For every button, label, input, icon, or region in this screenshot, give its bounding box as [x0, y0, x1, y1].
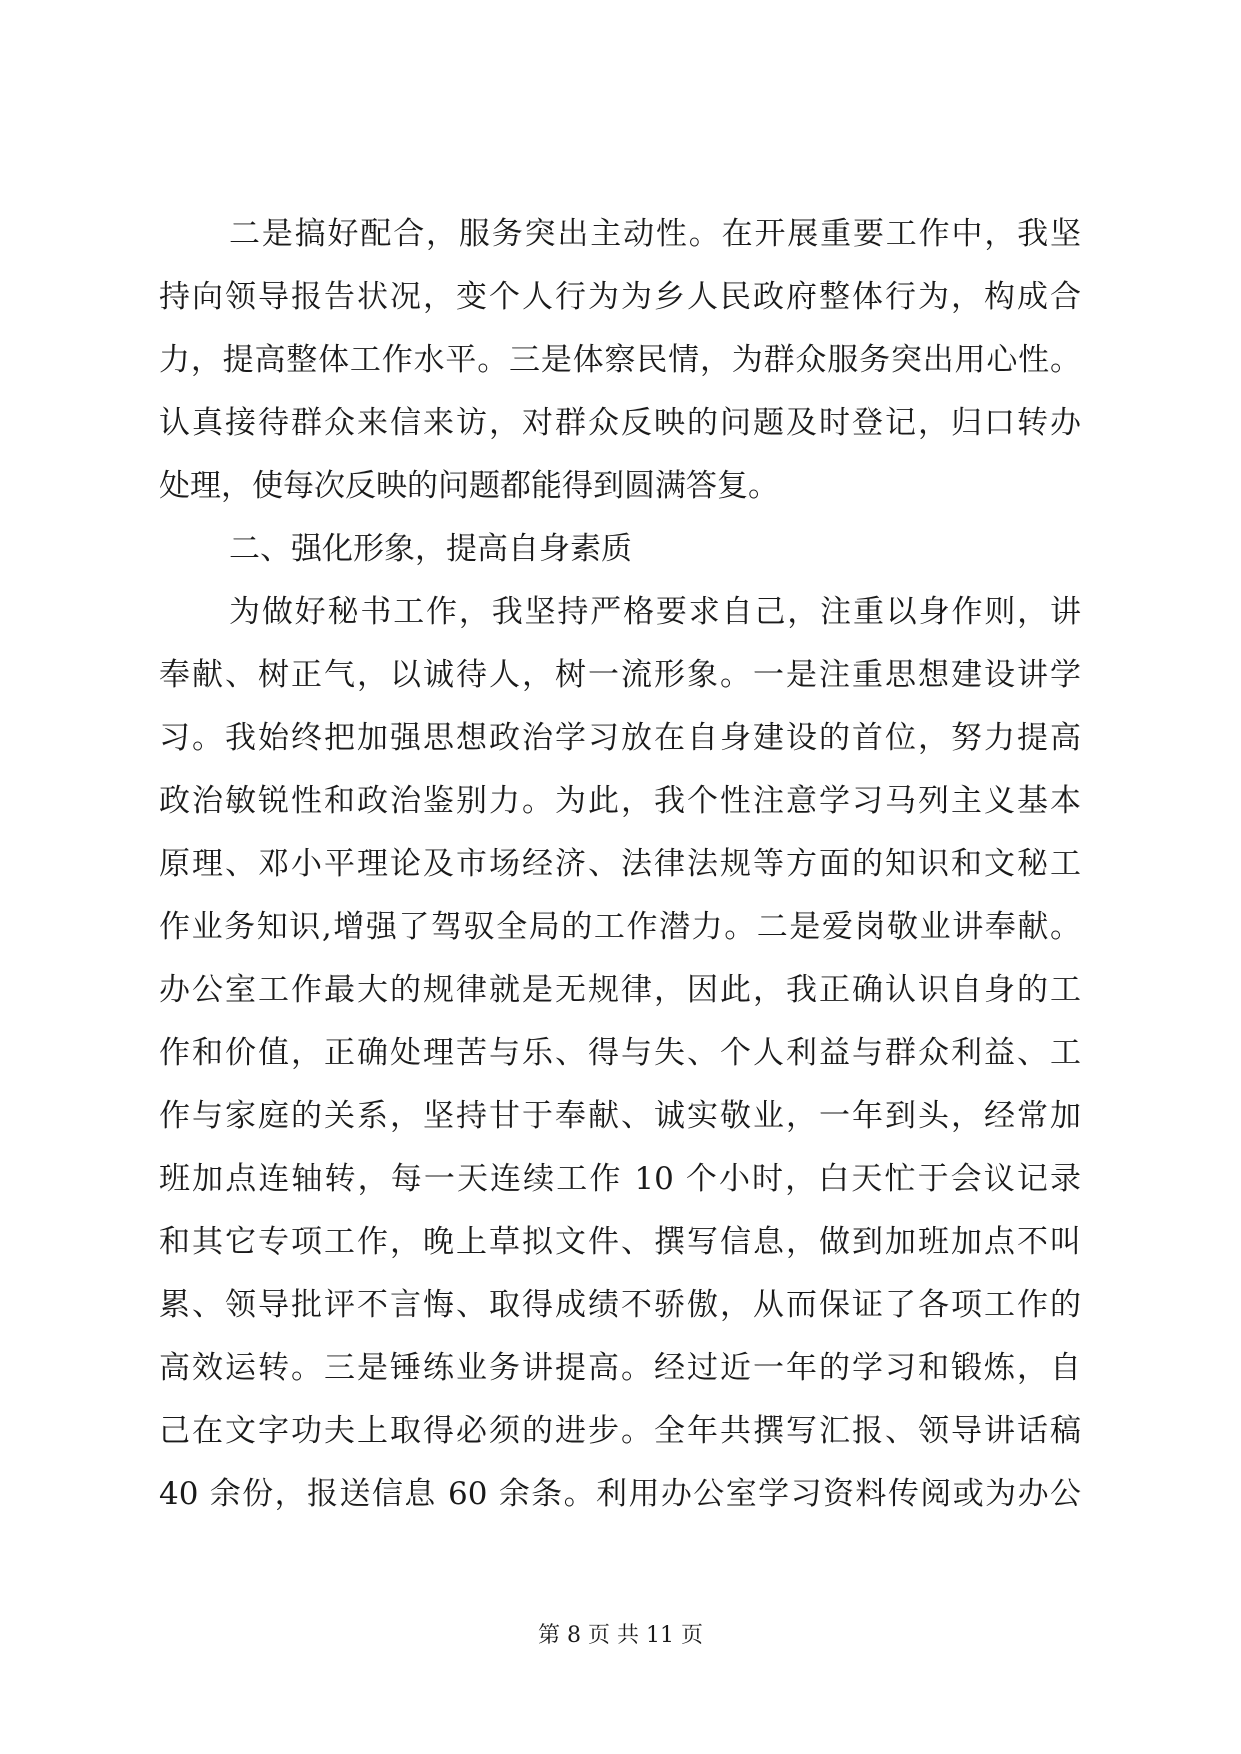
text-line: 原理、邓小平理论及市场经济、法律法规等方面的知识和文秘工 [159, 846, 1081, 882]
text-line: 政治敏锐性和政治鉴别力。为此，我个性注意学习马列主义基本 [159, 783, 1081, 819]
text-line: 力，提高整体工作水平。三是体察民情，为群众服务突出用心性。 [159, 342, 1081, 378]
text-line: 持向领导报告状况，变个人行为为乡人民政府整体行为，构成合 [159, 279, 1081, 315]
text-line: 高效运转。三是锤练业务讲提高。经过近一年的学习和锻炼，自 [159, 1350, 1081, 1386]
body-text [159, 203, 1081, 1526]
text-line: 二、强化形象，提高自身素质 [229, 531, 632, 567]
text-line: 认真接待群众来信来访，对群众反映的问题及时登记，归口转办 [159, 405, 1081, 441]
text-line: 作与家庭的关系，坚持甘于奉献、诚实敬业，一年到头，经常加 [159, 1098, 1081, 1134]
text-line: 40 余份，报送信息 60 余条。利用办公室学习资料传阅或为办公 [159, 1476, 1081, 1512]
text-line: 累、领导批评不言悔、取得成绩不骄傲，从而保证了各项工作的 [159, 1287, 1081, 1323]
text-line: 奉献、树正气，以诚待人，树一流形象。一是注重思想建设讲学 [159, 657, 1081, 693]
text-line: 处理，使每次反映的问题都能得到圆满答复。 [159, 468, 779, 504]
text-line: 己在文字功夫上取得必须的进步。全年共撰写汇报、领导讲话稿 [159, 1413, 1081, 1449]
text-line: 班加点连轴转，每一天连续工作 10 个小时，白天忙于会议记录 [159, 1161, 1081, 1197]
text-line: 办公室工作最大的规律就是无规律，因此，我正确认识自身的工 [159, 972, 1081, 1008]
text-line: 习。我始终把加强思想政治学习放在自身建设的首位，努力提高 [159, 720, 1081, 756]
text-line: 二是搞好配合，服务突出主动性。在开展重要工作中，我坚 [229, 216, 1081, 252]
text-line: 作业务知识,增强了驾驭全局的工作潜力。二是爱岗敬业讲奉献。 [159, 909, 1081, 945]
text-line: 和其它专项工作，晚上草拟文件、撰写信息，做到加班加点不叫 [159, 1224, 1081, 1260]
page-footer: 第 8 页 共 11 页 [538, 1623, 703, 1648]
text-line: 为做好秘书工作，我坚持严格要求自己，注重以身作则，讲 [229, 594, 1081, 630]
text-line: 作和价值，正确处理苦与乐、得与失、个人利益与群众利益、工 [159, 1035, 1081, 1071]
